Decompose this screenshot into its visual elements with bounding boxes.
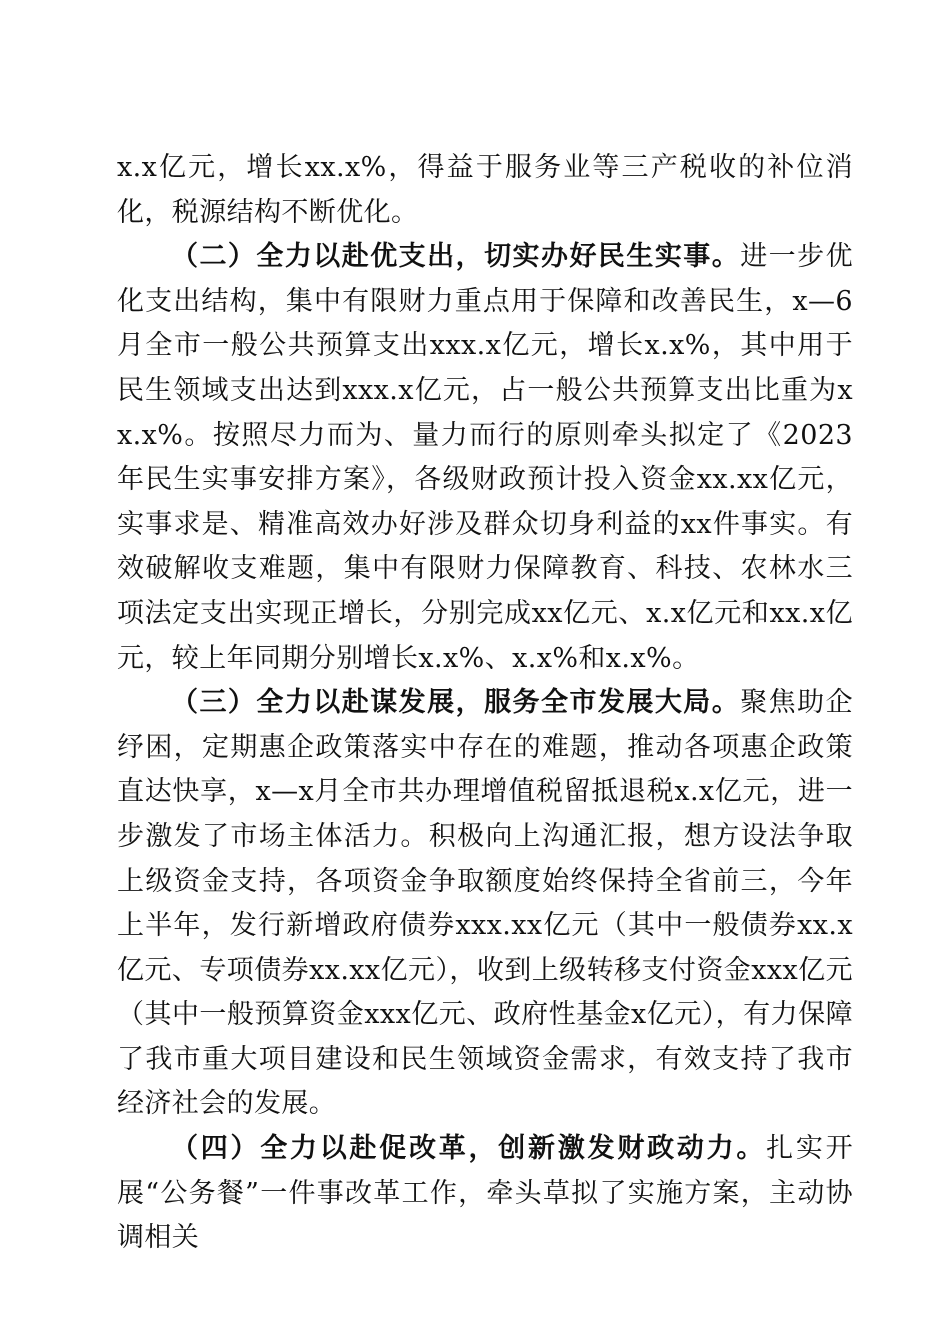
paragraph-body: x.x亿元，增长xx.x%，得益于服务业等三产税收的补位消化，税源结构不断优化。	[117, 152, 853, 228]
document-body	[117, 146, 853, 1261]
paragraph-section-3	[117, 681, 853, 1127]
section-heading: （二）全力以赴优支出，切实办好民生实事。	[171, 241, 741, 273]
paragraph-continuation	[117, 146, 853, 235]
paragraph-body: 进一步优化支出结构，集中有限财力重点用于保障和改善民生，x—6月全市一般公共预算支出xxx.x亿元，增长x.x%，其中用于民生领域支出达到xxx.x亿元，占一般公共预算支出比重为xx.x%。按照尽力而为、量力而行的原则牵头拟定了《2023年民生实事安排方案》，各级财政预计投入资金xx.xx亿元，实事求是、精准高效办好涉及群众切身利益的xx件事实。有效破解收支难题，集中有限财力保障教育、科技、农林水三项法定支出实现正增长，分别完成xx亿元、x.x亿元和xx.x亿元，较上年同期分别增长x.x%、x.x%和x.x%。	[117, 241, 854, 674]
section-heading: （四）全力以赴促改革，创新激发财政动力。	[171, 1133, 767, 1165]
paragraph-body: 扎实开展“公务餐”一件事改革工作，牵头草拟了实施方案，主动协调相关	[117, 1133, 854, 1254]
paragraph-section-2	[117, 235, 853, 681]
section-heading: （三）全力以赴谋发展，服务全市发展大局。	[171, 687, 741, 719]
paragraph-section-4	[117, 1127, 853, 1261]
paragraph-body: 聚焦助企纾困，定期惠企政策落实中存在的难题，推动各项惠企政策直达快享，x—x月全市共办理增值税留抵退税x.x亿元，进一步激发了市场主体活力。积极向上沟通汇报，想方设法争取上级资金支持，各项资金争取额度始终保持全省前三，今年上半年，发行新增政府债券xxx.xx亿元（其中一般债券xx.x亿元、专项债券xx.xx亿元），收到上级转移支付资金xxx亿元（其中一般预算资金xxx亿元、政府性基金x亿元），有力保障了我市重大项目建设和民生领域资金需求，有效支持了我市经济社会的发展。	[117, 687, 854, 1120]
